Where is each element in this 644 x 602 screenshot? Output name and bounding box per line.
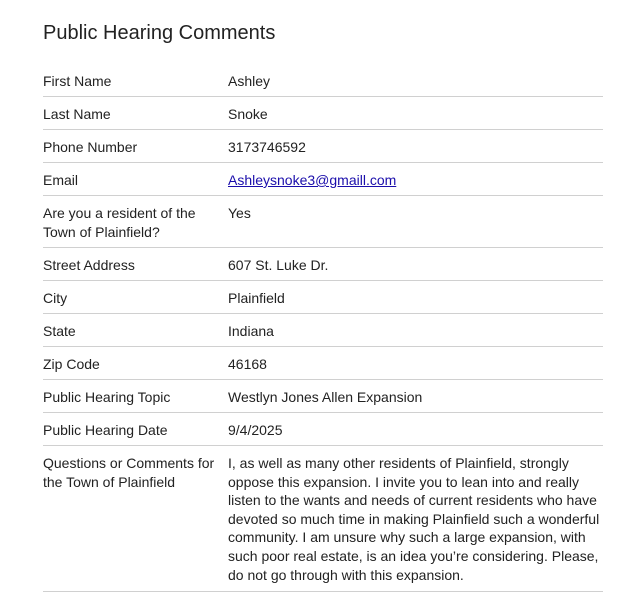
field-label: Are you a resident of the Town of Plainfield?: [43, 205, 196, 240]
field-label: Public Hearing Date: [43, 422, 168, 438]
field-value: Snoke: [228, 106, 268, 122]
field-row-comments: [43, 446, 603, 592]
field-label: Last Name: [43, 106, 111, 122]
field-row-email: [43, 163, 603, 196]
field-value: 607 St. Luke Dr.: [228, 257, 329, 273]
field-value: Westlyn Jones Allen Expansion: [228, 389, 423, 405]
field-label: Zip Code: [43, 356, 100, 372]
field-value: Indiana: [228, 323, 274, 339]
field-row-resident: [43, 196, 603, 248]
field-label: Public Hearing Topic: [43, 389, 171, 405]
email-link[interactable]: Ashleysnoke3@gmaill.com: [228, 172, 397, 188]
field-value: 3173746592: [228, 139, 306, 155]
field-row-first-name: [43, 64, 603, 97]
field-label: Email: [43, 172, 79, 188]
field-value: Plainfield: [228, 290, 285, 306]
field-label: State: [43, 323, 76, 339]
field-label: Phone Number: [43, 139, 138, 155]
field-row-phone: [43, 130, 603, 163]
field-value: I, as well as many other residents of Plainfield, strongly oppose this expansion. I invite you to lean into and really listen to the wants and needs of current residents who have devoted so much time in making Plainfield such a wonderful community. I am unsure why such a large expansion, with such poor real estate, is an idea you’re considering. Please, do not go through with this expansion.: [228, 455, 600, 583]
field-value: 46168: [228, 356, 267, 372]
field-value: Yes: [228, 205, 251, 221]
field-value: 9/4/2025: [228, 422, 283, 438]
field-row-last-name: [43, 97, 603, 130]
field-row-zip: [43, 347, 603, 380]
field-label: Street Address: [43, 257, 135, 273]
field-row-topic: [43, 380, 603, 413]
field-value: [228, 171, 603, 188]
page-title: Public Hearing Comments: [43, 22, 276, 44]
field-label: City: [43, 290, 68, 306]
field-row-state: [43, 314, 603, 347]
submission-table: [43, 64, 603, 592]
field-label: Questions or Comments for the Town of Plainfield: [43, 455, 215, 490]
field-row-street: [43, 248, 603, 281]
field-label: First Name: [43, 73, 112, 89]
field-value: Ashley: [228, 73, 271, 89]
field-row-city: [43, 281, 603, 314]
field-row-date: [43, 413, 603, 446]
